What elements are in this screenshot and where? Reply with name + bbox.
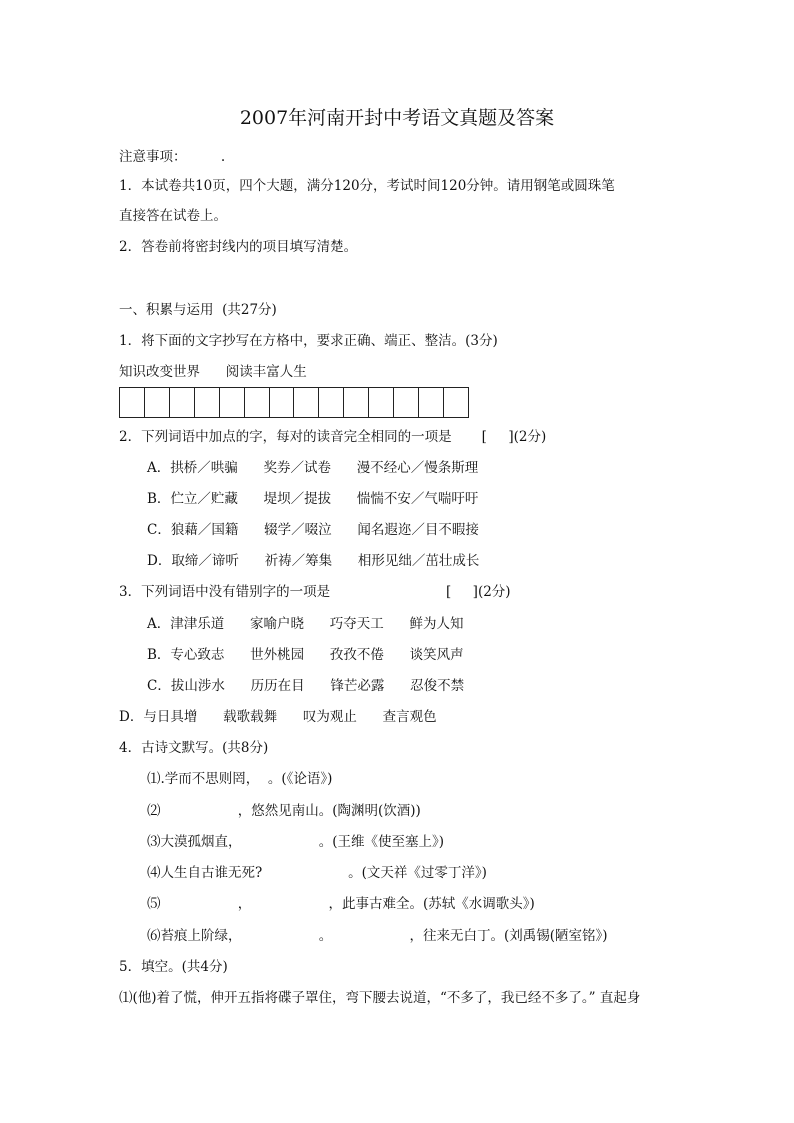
question-2-option-b: B．伫立／贮藏 堤坝／提拔 惴惴不安／气喘吁吁 [147,491,479,507]
question-4: 4．古诗文默写。(共8分) [119,740,269,756]
question-5: 5．填空。(共4分) [119,959,228,975]
grid-cell[interactable] [319,388,344,417]
grid-cell[interactable] [419,388,444,417]
notes-item-1-line-1: 1．本试卷共10页，四个大题，满分120分，考试时间120分钟。请用钢笔或圆珠笔 [119,178,615,194]
grid-cell[interactable] [245,388,270,417]
grid-cell[interactable] [394,388,419,417]
grid-cell[interactable] [170,388,195,417]
question-4-item-3: ⑶大漠孤烟直， 。(王维《使至塞上》) [147,834,445,850]
section-1-heading: 一、积累与运用 (共27分) [119,302,277,318]
grid-cell[interactable] [369,388,394,417]
question-4-item-5: ⑸ ， ，此事古难全。(苏轼《水调歌头》) [147,896,535,912]
notes-item-1-line-2: 直接答在试卷上。 [119,208,227,224]
grid-cell[interactable] [344,388,369,417]
grid-cell[interactable] [220,388,245,417]
copy-grid [119,387,469,418]
question-1-sample-text: 知识改变世界 阅读丰富人生 [119,364,307,380]
question-4-item-2: ⑵ ，悠然见南山。(陶渊明(饮酒)) [147,803,421,819]
question-2-option-a: A．拱桥／哄骗 奖券／试卷 漫不经心／慢条斯理 [147,460,479,476]
question-4-item-1: ⑴.学而不思则罔， 。(《论语》) [147,771,333,787]
question-2-option-c: C．狼藉／国籍 辍学／啜泣 闻名遐迩／目不暇接 [147,522,479,538]
notes-heading: 注意事项： . [119,149,226,165]
grid-cell[interactable] [145,388,170,417]
page-title: 2007年河南开封中考语文真题及答案 [239,107,555,129]
grid-cell[interactable] [444,388,469,417]
notes-item-2: 2．答卷前将密封线内的项目填写清楚。 [119,239,358,255]
question-2: 2．下列词语中加点的字，每对的读音完全相同的一项是 [ ](2分) [119,429,547,445]
question-4-item-6: ⑹苔痕上阶绿， 。 ，往来无白丁。(刘禹锡(陋室铭》) [147,928,608,944]
grid-cell[interactable] [195,388,220,417]
question-2-option-d: D．取缔／谛听 祈祷／筹集 相形见绌／茁壮成长 [147,553,480,569]
question-3-option-d: D．与日具增 载歌载舞 叹为观止 查言观色 [119,709,437,725]
question-4-item-4: ⑷人生自古谁无死? 。(文天祥《过零丁洋》) [147,865,487,881]
question-3-option-a: A．津津乐道 家喻户晓 巧夺天工 鲜为人知 [147,616,464,632]
question-5-item-1: ⑴(他)着了慌，伸开五指将碟子罩住，弯下腰去说道，“不多了，我已经不多了。” 直起身 [119,990,641,1006]
question-3-option-c: C．拔山涉水 历历在目 锋芒必露 忍俊不禁 [147,678,465,694]
grid-cell[interactable] [270,388,295,417]
grid-cell[interactable] [120,388,145,417]
grid-cell[interactable] [294,388,319,417]
question-3-option-b: B．专心致志 世外桃园 孜孜不倦 谈笑风声 [147,647,464,663]
question-1: 1．将下面的文字抄写在方格中，要求正确、端正、整洁。(3分) [119,333,498,349]
question-3: 3．下列词语中没有错别字的一项是 [ ](2分) [119,584,511,600]
